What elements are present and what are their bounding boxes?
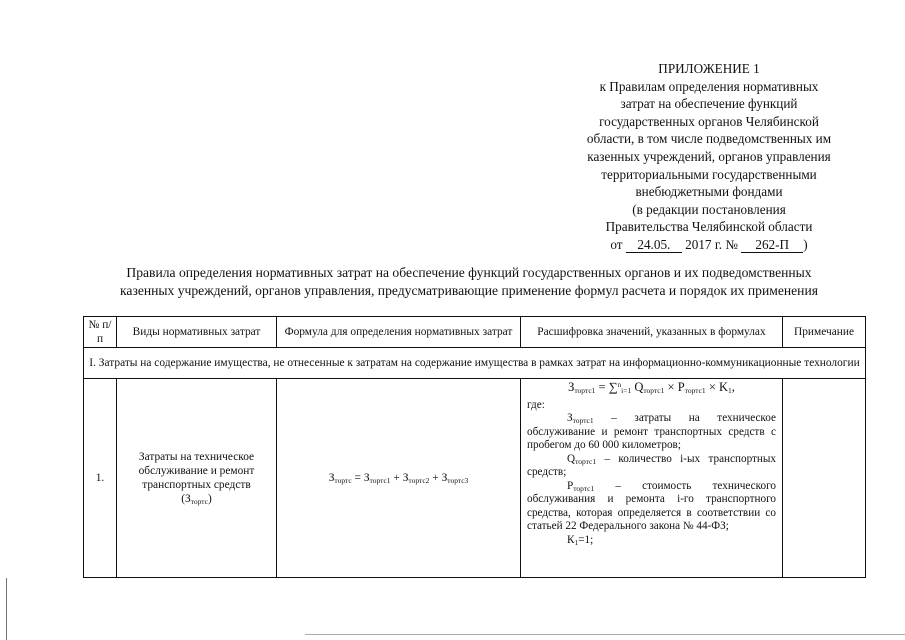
row-type-symbol: (Зтортс) <box>181 492 212 506</box>
appendix-line: казенных учреждений, органов управления <box>587 148 831 164</box>
appendix-line: Правительства Челябинской области <box>605 219 813 235</box>
scan-edge-left <box>6 578 7 640</box>
date-prefix: от <box>610 236 623 252</box>
scan-edge-bottom <box>305 634 905 635</box>
document-title <box>74 264 864 300</box>
appendix-block <box>560 60 858 254</box>
document-title-line: Правила определения нормативных затрат на обеспечение функций государственных органов и их подведомственных <box>126 265 812 280</box>
appendix-line: территориальными государственными <box>601 166 817 182</box>
row-num: 1. <box>84 379 117 578</box>
row-type <box>117 379 277 578</box>
decoding-main-formula: Зтортс1 = ∑$^n$i=1 Qтортс1 × Pтортс1 × K1, <box>568 380 735 395</box>
appendix-line: области, в том числе подведомственных им <box>586 131 832 147</box>
header-num: № п/п <box>84 317 117 348</box>
appendix-line: государственных органов Челябинской <box>599 113 819 129</box>
header-decoding: Расшифровка значений, указанных в формулах <box>521 317 783 348</box>
appendix-line: затрат на обеспечение функций <box>620 96 798 112</box>
decoding-p: Pтортс1 – стоимость технического обслуживания и ремонта i-го транспортного средства, которая определяется в соответствии со статьей 22 Федерального закона № 44-ФЗ; <box>527 479 776 532</box>
document-title-line: казенных учреждений, органов управления, предусматривающие применение формул расчета и порядок их применения <box>120 283 818 298</box>
table-header-row <box>84 317 866 348</box>
header-note: Примечание <box>783 317 866 348</box>
appendix-date-line <box>560 236 858 254</box>
row-type-text: Затраты на техническое обслуживание и ремонт транспортных средств <box>138 450 255 491</box>
closing-paren: ) <box>803 236 808 252</box>
appendix-line: (в редакции постановления <box>632 201 786 217</box>
table-row <box>84 379 866 578</box>
decree-number: 262-П <box>741 237 803 253</box>
decree-date: 24.05. <box>626 237 682 253</box>
row-note <box>783 379 866 578</box>
row-formula: Зтортс = Зтортс1 + Зтортс2 + Зтортс3 <box>277 379 521 578</box>
section-row <box>84 348 866 379</box>
year-text: 2017 г. № <box>685 236 738 252</box>
row-decoding <box>521 379 783 578</box>
section-title: I. Затраты на содержание имущества, не отнесенные к затратам на содержание имущества в рамках затрат на информационно-коммуникационные технологии <box>84 348 866 379</box>
decoding-z: Зтортс1 – затраты на техническое обслуживание и ремонт транспортных средств с пробегом до 60 000 километров; <box>527 412 776 451</box>
cost-table <box>83 316 866 578</box>
appendix-heading: ПРИЛОЖЕНИЕ 1 <box>658 61 760 76</box>
header-type: Виды нормативных затрат <box>117 317 277 348</box>
appendix-line: к Правилам определения нормативных <box>599 78 819 94</box>
decoding-q: Qтортс1 – количество i-ых транспортных средств; <box>527 452 776 478</box>
decoding-where: где: <box>527 398 545 411</box>
appendix-line: внебюджетными фондами <box>635 184 783 200</box>
decoding-k: К1=1; <box>567 533 594 547</box>
header-formula: Формула для определения нормативных затрат <box>277 317 521 348</box>
